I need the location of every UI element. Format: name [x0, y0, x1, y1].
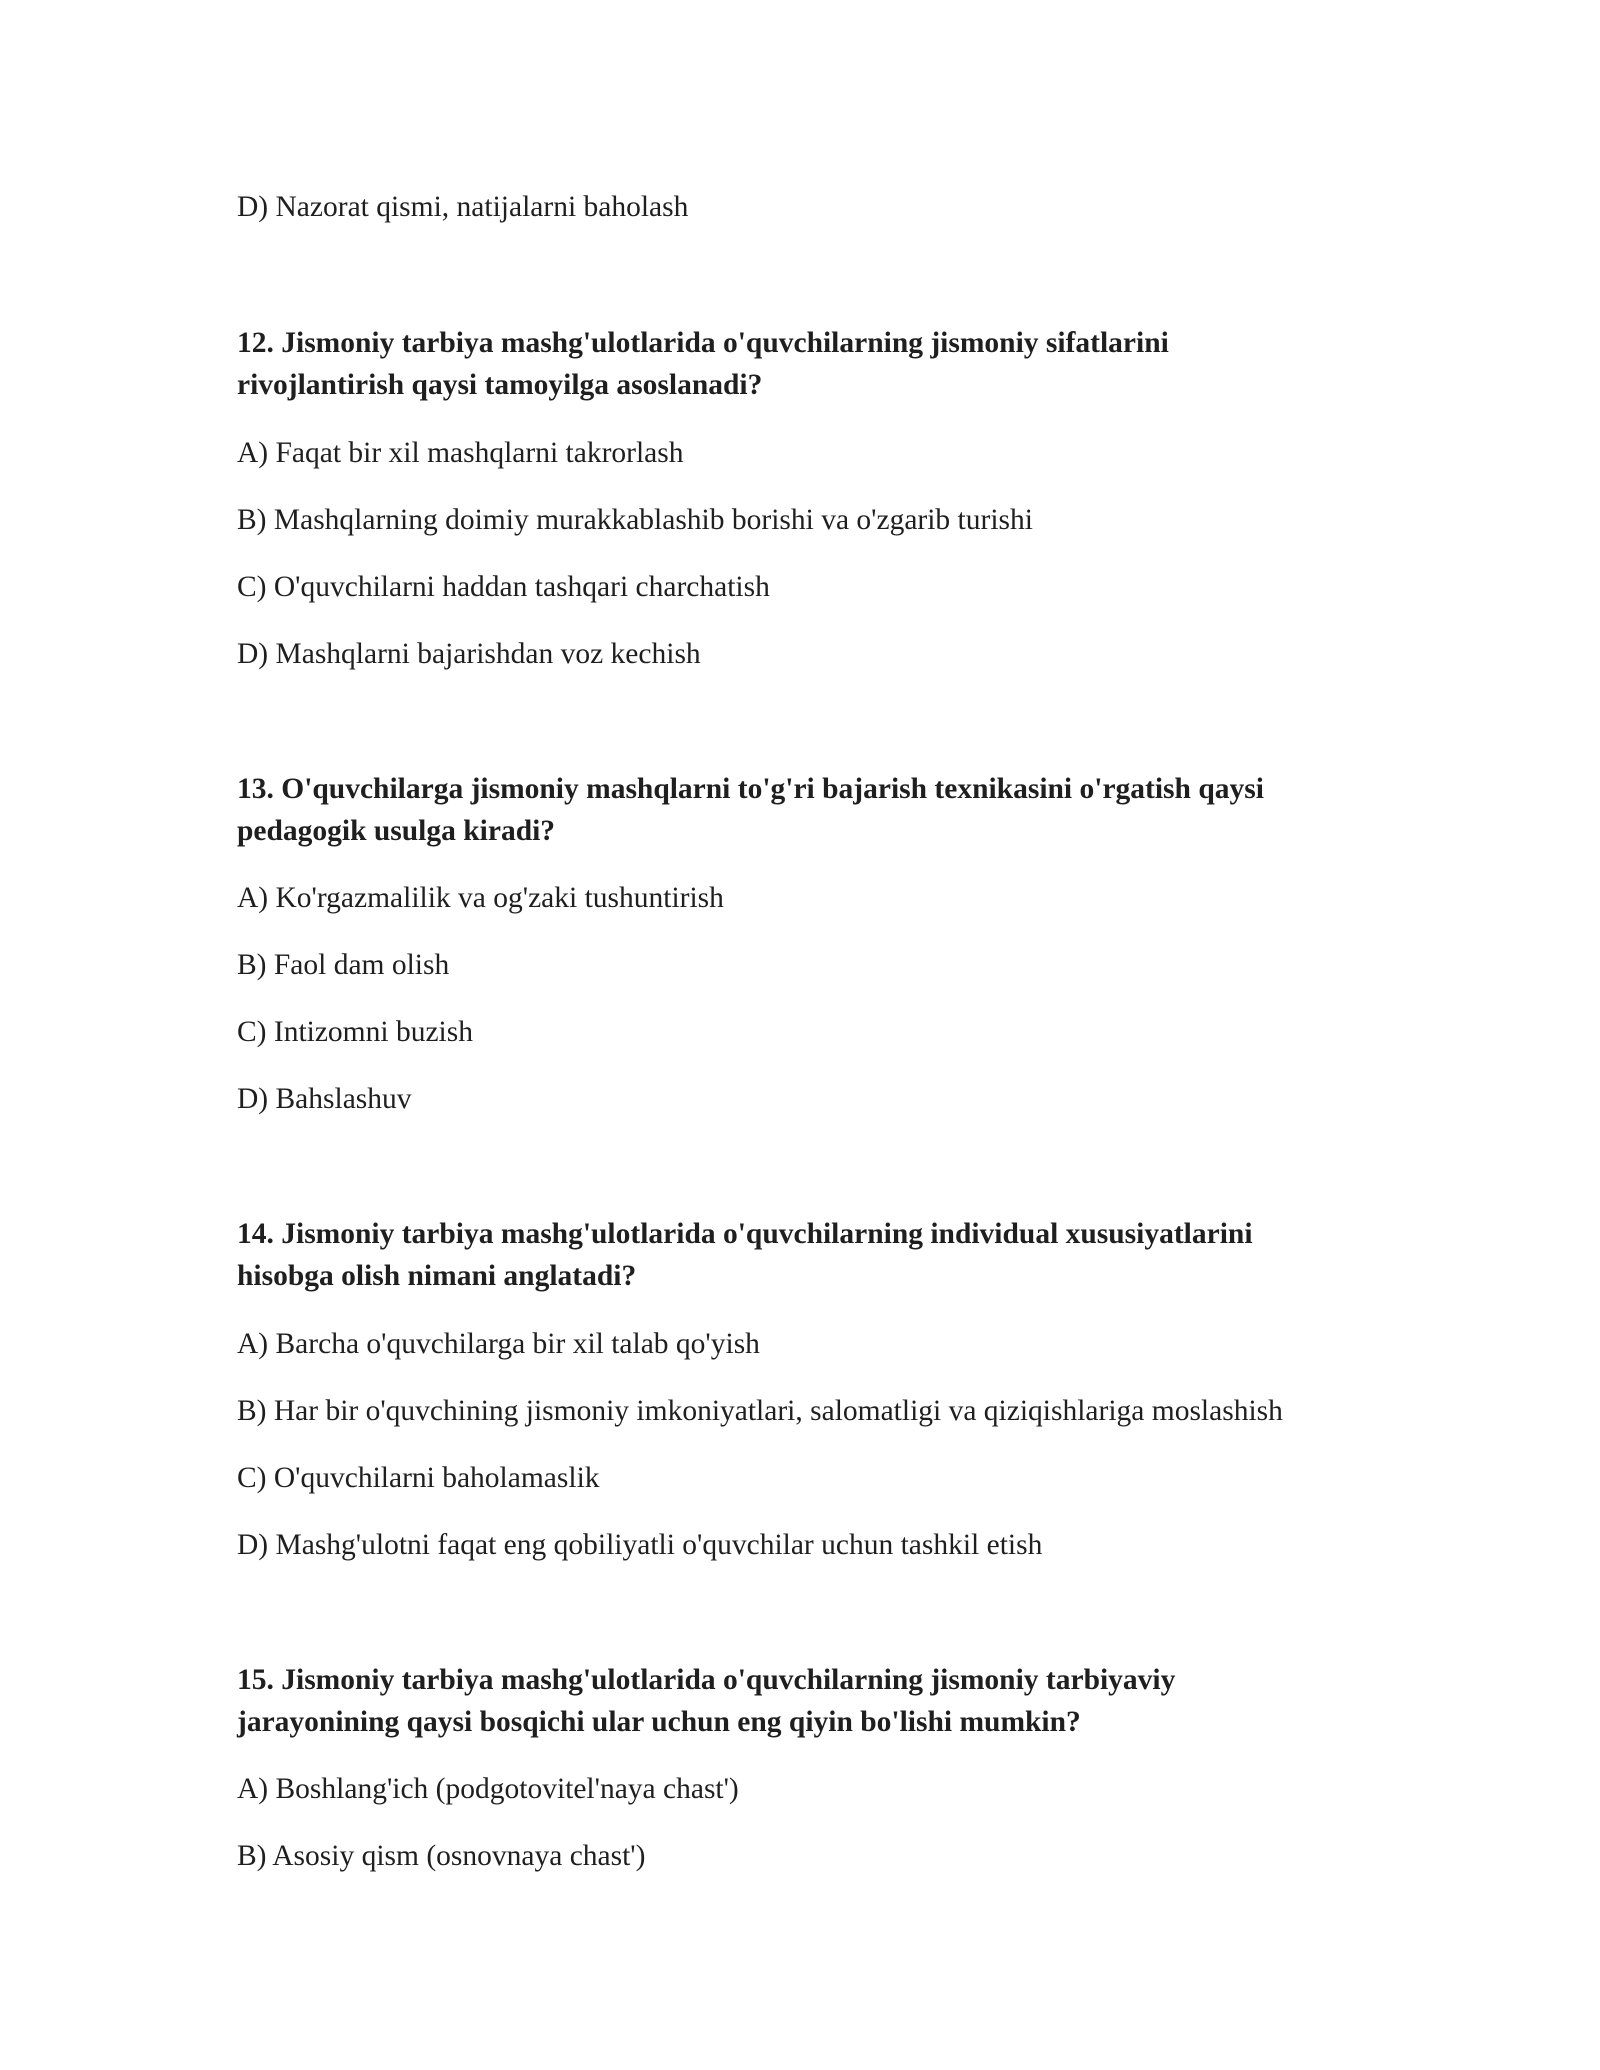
question-14-text-line-1: 14. Jismoniy tarbiya mashg'ulotlarida o'quvchilarning individual xususiyatlarini — [237, 1218, 1253, 1250]
prev-question-option-d: D) Nazorat qismi, natijalarni baholash — [237, 191, 689, 223]
question-14-option-d: D) Mashg'ulotni faqat eng qobiliyatli o'quvchilar uchun tashkil etish — [237, 1529, 1043, 1561]
question-15-text-line-2: jarayonining qaysi bosqichi ular uchun eng qiyin bo'lishi mumkin? — [237, 1706, 1081, 1738]
question-12-option-a: A) Faqat bir xil mashqlarni takrorlash — [237, 437, 684, 469]
question-13-option-d: D) Bahslashuv — [237, 1083, 412, 1115]
question-12-text-line-2: rivojlantirish qaysi tamoyilga asoslanadi? — [237, 369, 763, 401]
question-12-text-line-1: 12. Jismoniy tarbiya mashg'ulotlarida o'quvchilarning jismoniy sifatlarini — [237, 327, 1169, 359]
question-13-option-c: C) Intizomni buzish — [237, 1016, 473, 1048]
question-13-option-b: B) Faol dam olish — [237, 949, 450, 981]
question-14-option-c: C) O'quvchilarni baholamaslik — [237, 1462, 600, 1494]
question-12-option-c: C) O'quvchilarni haddan tashqari charchatish — [237, 571, 770, 603]
question-15-option-b: B) Asosiy qism (osnovnaya chast') — [237, 1840, 646, 1872]
question-12-option-d: D) Mashqlarni bajarishdan voz kechish — [237, 638, 701, 670]
question-13-option-a: A) Ko'rgazmalilik va og'zaki tushuntirish — [237, 882, 724, 914]
question-14-option-b: B) Har bir o'quvchining jismoniy imkoniyatlari, salomatligi va qiziqishlariga moslashish — [237, 1395, 1283, 1427]
question-15-option-a: A) Boshlang'ich (podgotovitel'naya chast') — [237, 1773, 739, 1805]
question-12-option-b: B) Mashqlarning doimiy murakkablashib borishi va o'zgarib turishi — [237, 504, 1033, 536]
question-14-text-line-2: hisobga olish nimani anglatadi? — [237, 1260, 637, 1292]
question-14-option-a: A) Barcha o'quvchilarga bir xil talab qo'yish — [237, 1328, 760, 1360]
question-13-text-line-2: pedagogik usulga kiradi? — [237, 815, 556, 847]
question-13-text-line-1: 13. O'quvchilarga jismoniy mashqlarni to'g'ri bajarish texnikasini o'rgatish qaysi — [237, 773, 1264, 805]
question-15-text-line-1: 15. Jismoniy tarbiya mashg'ulotlarida o'quvchilarning jismoniy tarbiyaviy — [237, 1664, 1176, 1696]
